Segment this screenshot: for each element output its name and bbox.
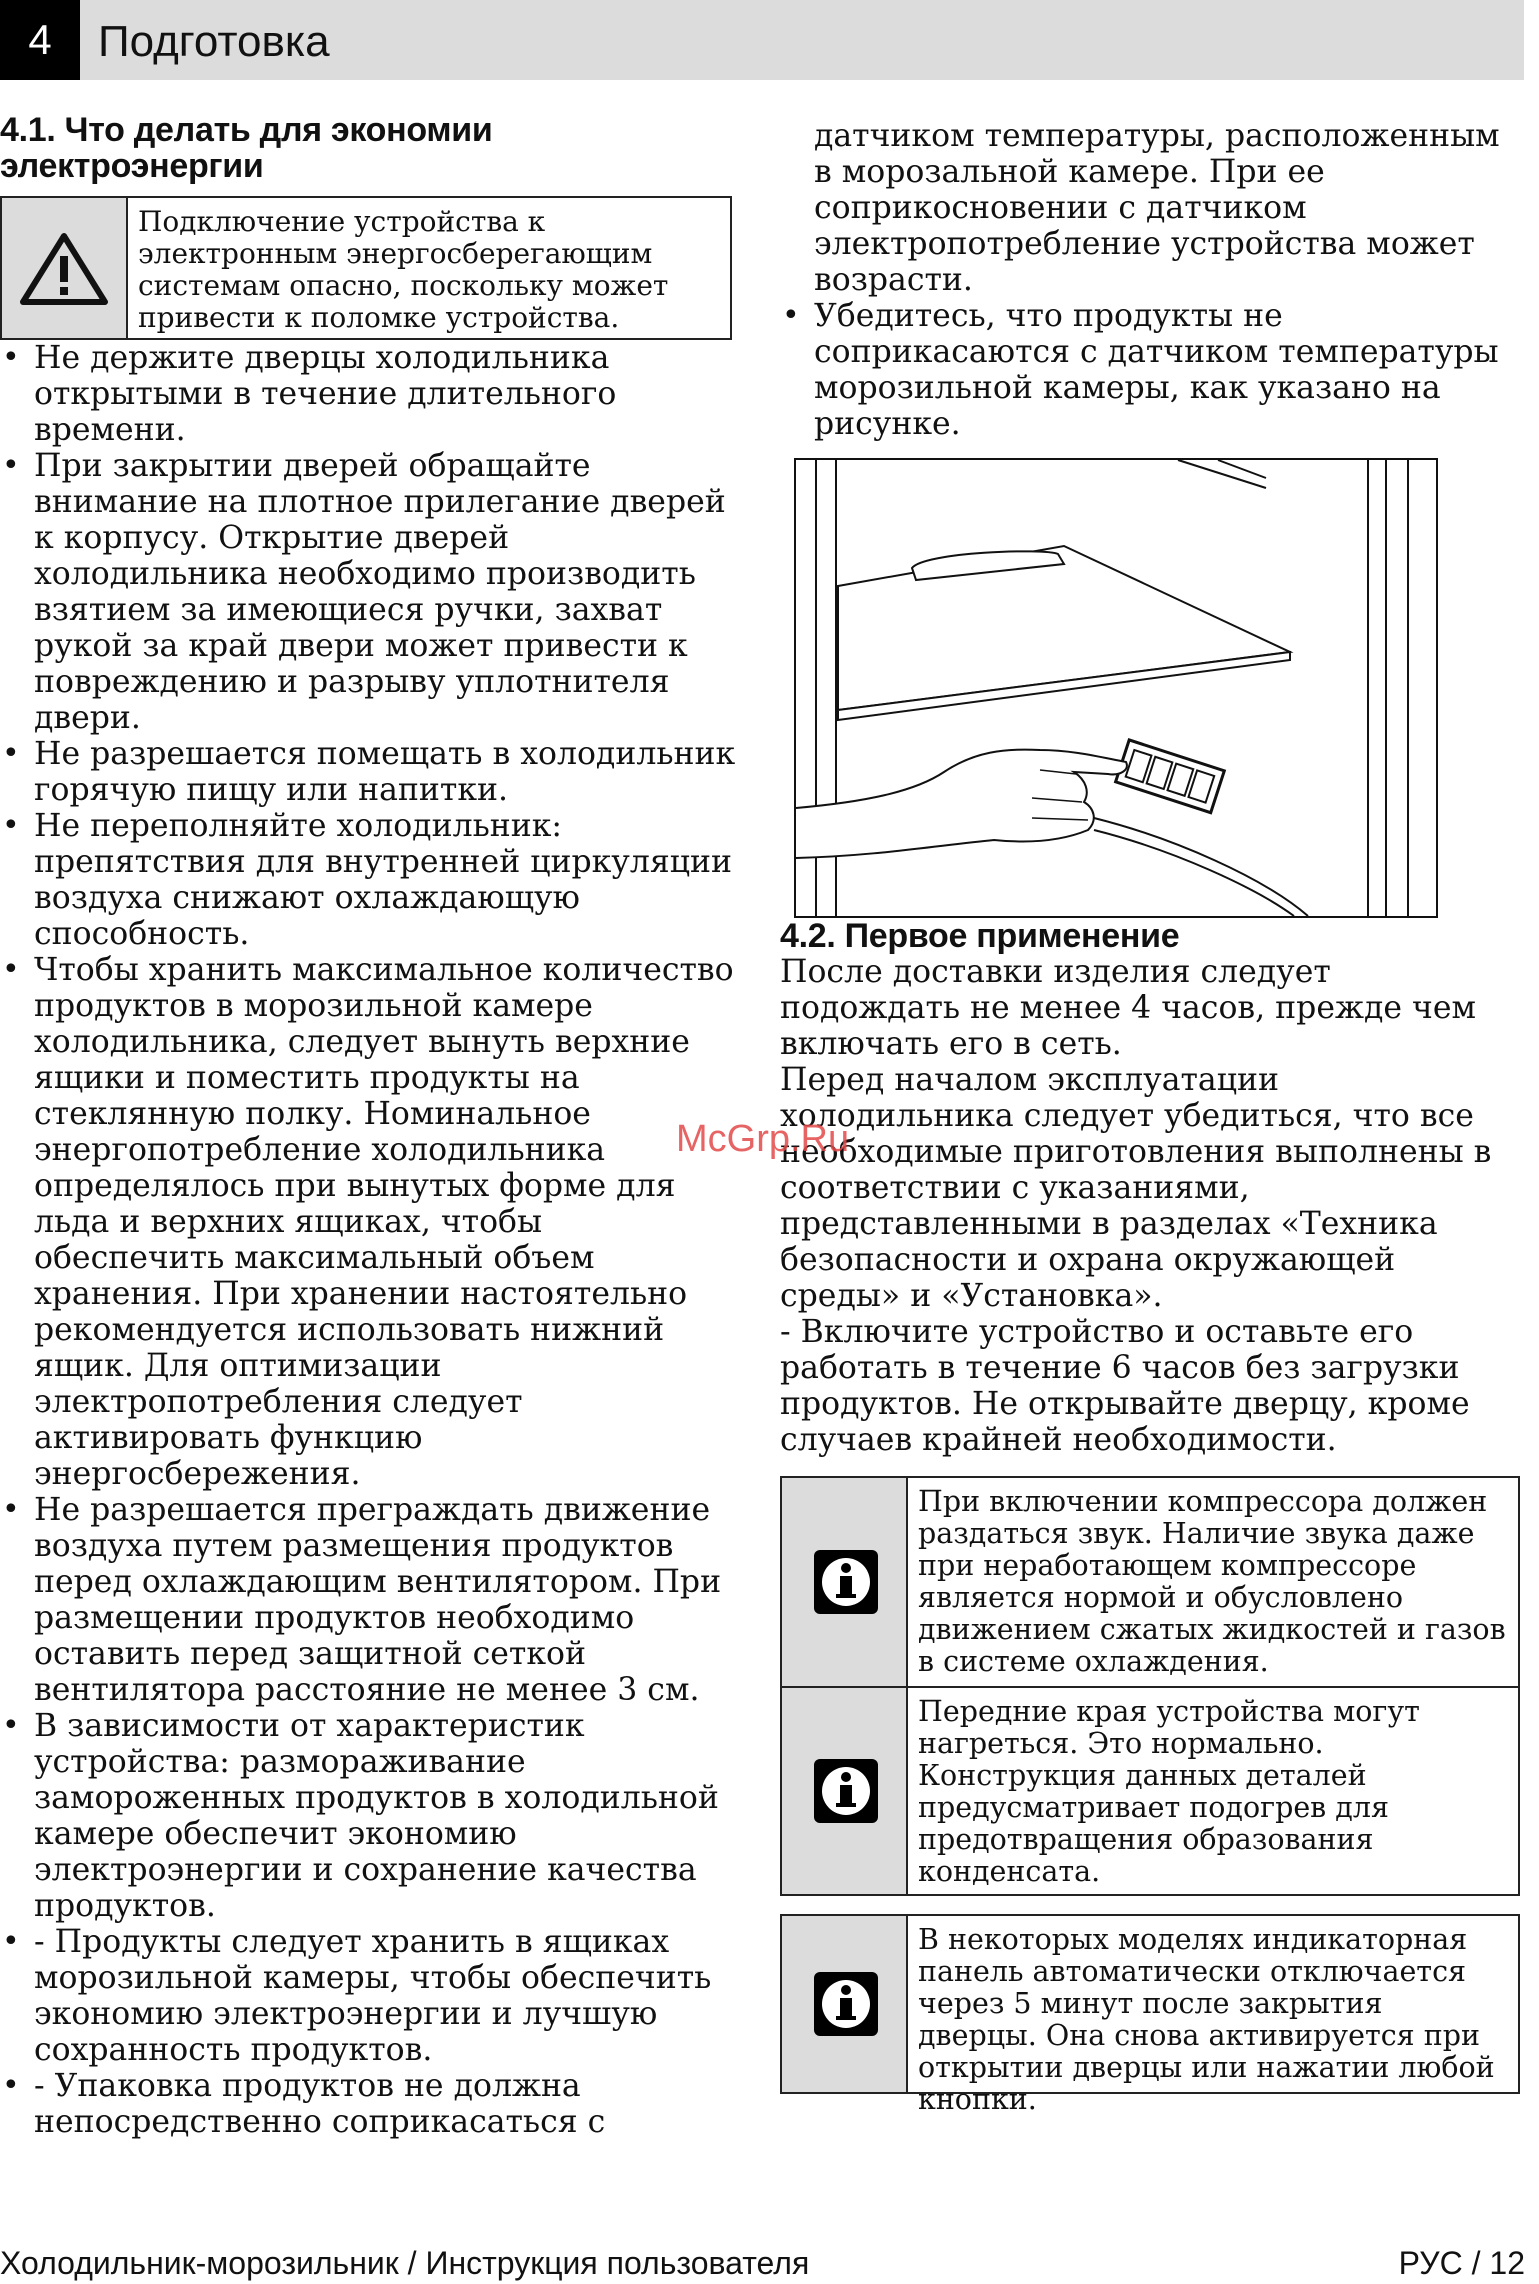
info-box-group: [780, 1476, 1520, 1896]
footer-document-title: Холодильник-морозильник / Инструкция пользователя: [0, 2245, 810, 2281]
section-title-line2: электроэнергии: [0, 147, 264, 185]
chapter-number: 4: [0, 0, 80, 80]
info-icon: [814, 1550, 878, 1614]
list-item: • Не разрешается помещать в холодильник горячую пищу или напитки.: [0, 736, 738, 808]
left-column: [0, 112, 738, 2140]
list-item: • В зависимости от характеристик устройства: размораживание замороженных продуктов в холодильной камере обеспечит экономию электроэнергии и сохранение качества продуктов.: [0, 1708, 738, 1924]
info-note: [782, 1916, 1518, 2116]
warning-text: Подключение устройства к электронным энергосберегающим системам опасно, поскольку может привести к поломке устройства.: [138, 205, 669, 334]
sensor-list: [780, 298, 1520, 442]
info-icon: [814, 1972, 878, 2036]
list-item: • Чтобы хранить максимальное количество продуктов в морозильной камере холодильника, следует вынуть верхние ящики и поместить продукты на стеклянную полку. Номинальное энергопотребление холодильника определялось при вынутых форме для льда и верхних ящиках, чтобы обеспечить максимальный объем хранения. При хранении настоятельно рекомендуется использовать нижний ящик. Для оптимизации электропотребления следует активировать функцию энергосбережения.: [0, 952, 738, 1492]
list-item: • - Продукты следует хранить в ящиках морозильной камеры, чтобы обеспечить экономию электроэнергии и лучшую сохранность продуктов.: [0, 1924, 738, 2068]
info-note: [782, 1688, 1518, 1894]
freezer-sensor-drawing: [794, 458, 1438, 918]
chapter-title: Подготовка: [98, 17, 330, 66]
paragraph: Перед началом эксплуатации холодильника следует убедиться, что все необходимые приготовления выполнены в соответствии с указаниями, представленными в разделах «Техника безопасности и охрана окружающей среды» и «Установка».: [780, 1062, 1492, 1314]
section-title-line1: 4.1. Что делать для экономии: [0, 111, 493, 149]
section-title-4-2: 4.2. Первое применение: [780, 917, 1180, 955]
paragraph: После доставки изделия следует подождать не менее 4 часов, прежде чем включать его в сеть.: [780, 954, 1476, 1062]
info-note-text: В некоторых моделях индикаторная панель автоматически отключается через 5 минут после закрытия дверцы. Она снова активируется при открытии дверцы или нажатии любой кнопки.: [918, 1923, 1495, 2116]
footer-page-number: РУС / 12: [1398, 2245, 1525, 2281]
list-item: • - Упаковка продуктов не должна непосредственно соприкасаться с: [0, 2068, 738, 2140]
info-icon-cell: [782, 1916, 908, 2092]
list-item: • Не держите дверцы холодильника открытыми в течение длительного времени.: [0, 340, 738, 448]
list-item: • Не разрешается преграждать движение воздуха путем размещения продуктов перед охлаждающим вентилятором. При размещении продуктов необходимо оставить перед защитной сеткой вентилятора расстояние не менее 3 см.: [0, 1492, 738, 1708]
sensor-illustration: [794, 458, 1438, 918]
list-item: • Убедитесь, что продукты не соприкасаются с датчиком температуры морозильной камеры, как указано на рисунке.: [780, 298, 1520, 442]
warning-icon-cell: [2, 198, 128, 338]
energy-saving-list: [0, 340, 738, 2140]
warning-triangle-icon: [19, 232, 109, 306]
section-title-4-1: [0, 112, 738, 184]
info-note-text: Передние края устройства могут нагреться. Это нормально. Конструкция данных деталей предусматривает подогрев для предотвращения образования конденсата.: [918, 1695, 1420, 1888]
info-icon-cell: [782, 1688, 908, 1894]
info-icon: [814, 1759, 878, 1823]
right-column: [780, 118, 1520, 2116]
info-icon-cell: [782, 1478, 908, 1686]
paragraph: - Включите устройство и оставьте его работать в течение 6 часов без загрузки продуктов. Не открывайте дверцу, кроме случаев крайней необходимости.: [780, 1314, 1470, 1458]
chapter-header: [0, 0, 1524, 80]
continued-text: датчиком температуры, расположенным в морозальной камере. При ее соприкосновении с датчиком электропотребление устройства может возрасти.: [814, 118, 1500, 298]
list-item: • Не переполняйте холодильник: препятствия для внутренней циркуляции воздуха снижают охлаждающую способность.: [0, 808, 738, 952]
watermark: McGrp.Ru: [676, 1118, 850, 1160]
warning-box: [0, 196, 732, 340]
list-item: • При закрытии дверей обращайте внимание на плотное прилегание дверей к корпусу. Открытие дверей холодильника необходимо производить взятием за имеющиеся ручки, захват рукой за край двери может привести к повреждению и разрыву уплотнителя двери.: [0, 448, 738, 736]
info-note: [782, 1478, 1518, 1688]
info-note-text: При включении компрессора должен раздаться звук. Наличие звука даже при неработающем компрессоре является нормой и обусловлено движением сжатых жидкостей и газов в системе охлаждения.: [918, 1485, 1506, 1678]
info-box-single: [780, 1914, 1520, 2116]
